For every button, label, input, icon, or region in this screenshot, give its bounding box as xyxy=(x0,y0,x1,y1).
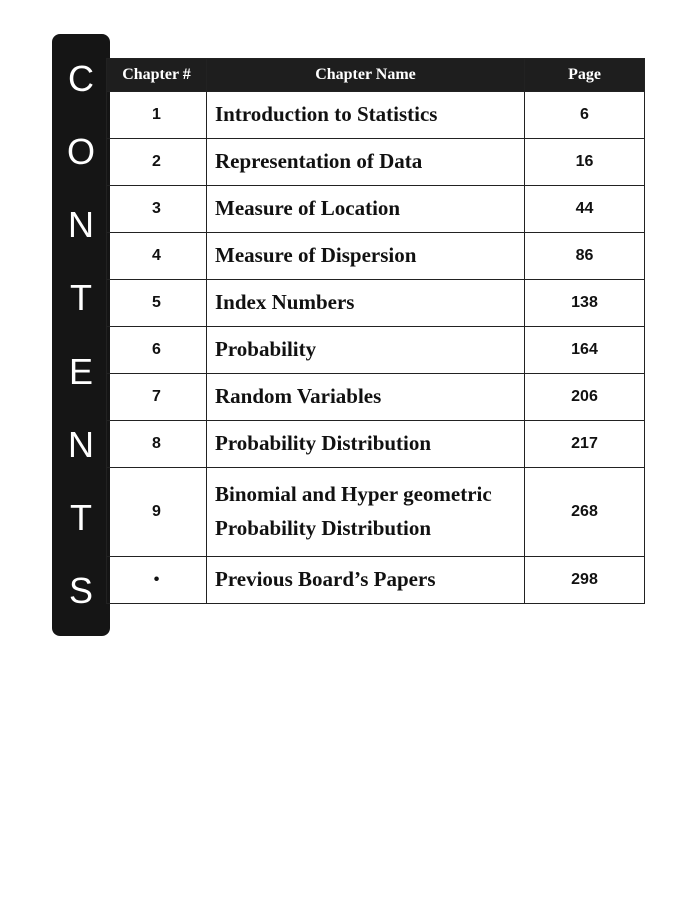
chapter-number: 2 xyxy=(107,139,207,186)
table-row[interactable] xyxy=(107,374,645,421)
chapter-bullet: • xyxy=(107,557,207,604)
side-letter: C xyxy=(68,57,94,99)
side-letter: E xyxy=(68,350,93,392)
contents-side-bar xyxy=(52,34,110,636)
page-number: 86 xyxy=(525,233,645,280)
page-number: 298 xyxy=(525,557,645,604)
chapter-number: 9 xyxy=(107,468,207,557)
page-number: 6 xyxy=(525,92,645,139)
chapter-number: 5 xyxy=(107,280,207,327)
chapter-number: 7 xyxy=(107,374,207,421)
chapter-name[interactable]: Probability xyxy=(207,327,525,374)
header-chapter-name: Chapter Name xyxy=(207,59,525,92)
side-letter: N xyxy=(68,204,94,246)
side-letter: S xyxy=(68,570,93,612)
table-row[interactable] xyxy=(107,468,645,557)
table-row[interactable] xyxy=(107,280,645,327)
chapter-number: 3 xyxy=(107,186,207,233)
chapter-name[interactable]: Representation of Data xyxy=(207,139,525,186)
table-row[interactable] xyxy=(107,233,645,280)
side-letter: N xyxy=(68,423,94,465)
chapter-name[interactable]: Random Variables xyxy=(207,374,525,421)
chapter-name[interactable]: Previous Board’s Papers xyxy=(207,557,525,604)
table-row[interactable] xyxy=(107,421,645,468)
contents-table xyxy=(106,58,645,604)
page-number: 217 xyxy=(525,421,645,468)
header-chapter-number: Chapter # xyxy=(107,59,207,92)
table-header-row xyxy=(107,59,645,92)
side-letter: O xyxy=(66,130,95,172)
chapter-number: 1 xyxy=(107,92,207,139)
table-row[interactable] xyxy=(107,139,645,186)
page-number: 16 xyxy=(525,139,645,186)
table-row[interactable] xyxy=(107,186,645,233)
table-row[interactable] xyxy=(107,557,645,604)
side-letter: T xyxy=(70,277,92,319)
chapter-name[interactable]: Probability Distribution xyxy=(207,421,525,468)
chapter-number: 4 xyxy=(107,233,207,280)
table-row[interactable] xyxy=(107,327,645,374)
chapter-name[interactable]: Introduction to Statistics xyxy=(207,92,525,139)
page-number: 206 xyxy=(525,374,645,421)
chapter-name[interactable]: Index Numbers xyxy=(207,280,525,327)
page-number: 138 xyxy=(525,280,645,327)
chapter-name[interactable]: Measure of Location xyxy=(207,186,525,233)
chapter-number: 6 xyxy=(107,327,207,374)
page-number: 268 xyxy=(525,468,645,557)
side-letter: T xyxy=(70,497,92,539)
chapter-name[interactable]: Binomial and Hyper geometric Probability Distribution xyxy=(207,468,525,557)
page-number: 44 xyxy=(525,186,645,233)
chapter-number: 8 xyxy=(107,421,207,468)
chapter-name[interactable]: Measure of Dispersion xyxy=(207,233,525,280)
header-page: Page xyxy=(525,59,645,92)
table-row[interactable] xyxy=(107,92,645,139)
page-number: 164 xyxy=(525,327,645,374)
